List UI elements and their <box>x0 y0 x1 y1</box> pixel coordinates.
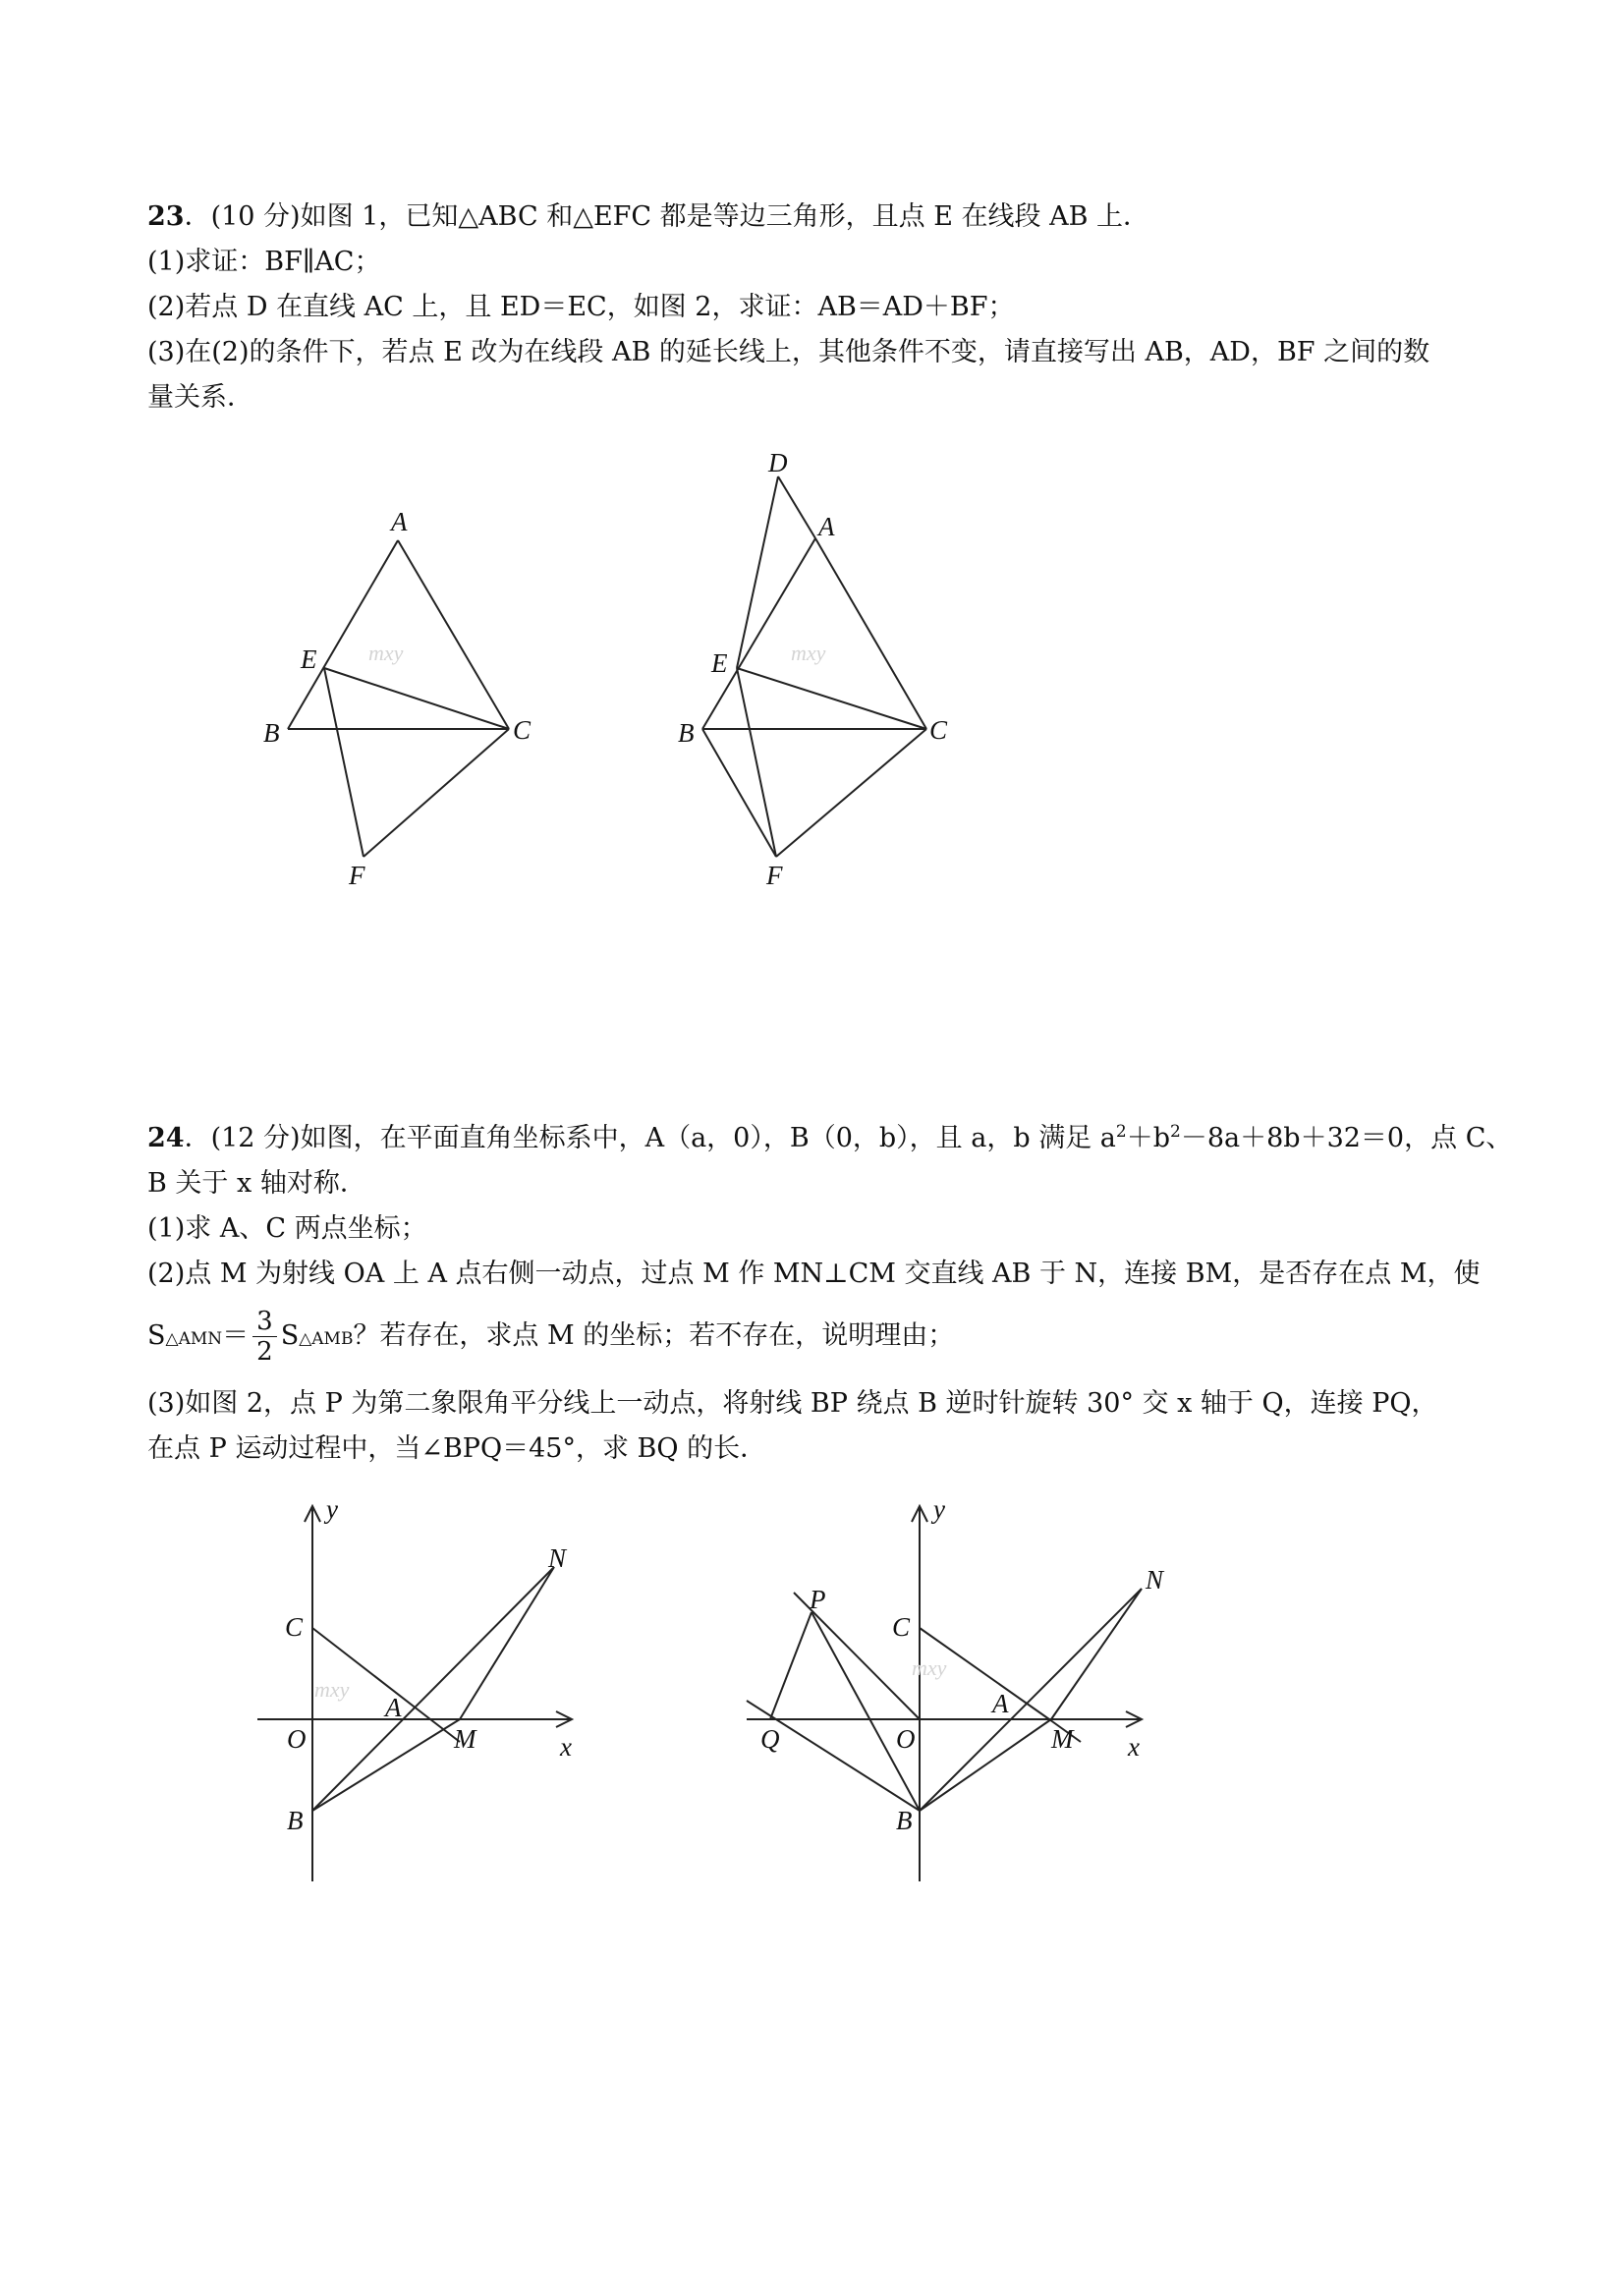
segment-EF <box>324 668 364 857</box>
label-y: y <box>933 1494 945 1524</box>
segment-BM <box>312 1719 460 1811</box>
segment-DE <box>737 476 778 668</box>
watermark: mxy <box>314 1677 350 1702</box>
watermark: mxy <box>791 641 826 665</box>
segment-AB <box>288 540 398 729</box>
fraction-denominator: 2 <box>256 1337 273 1367</box>
label-x: x <box>1128 1732 1140 1762</box>
q24-intro-b: ＋b <box>1126 1123 1171 1153</box>
fraction-numerator: 3 <box>252 1307 277 1337</box>
segment-EC <box>324 668 509 729</box>
label-A: A <box>391 507 408 536</box>
q24-part2-line2 <box>147 1305 1503 1371</box>
label-B: B <box>678 718 695 748</box>
q24-part3-line2: 在点 P 运动过程中，当∠BPQ＝45°，求 BQ 的长． <box>147 1433 767 1464</box>
q24-intro <box>147 1120 1513 1157</box>
segment-PB <box>812 1612 920 1811</box>
segment-MN <box>1051 1589 1142 1719</box>
q23-part2: (2)若点 D 在直线 AC 上，且 ED＝EC，如图 2，求证：AB＝AD＋BF； <box>147 292 1015 322</box>
label-C: C <box>892 1612 911 1642</box>
label-C: C <box>285 1612 304 1642</box>
label-D: D <box>768 448 788 477</box>
segment-QP <box>770 1612 812 1719</box>
label-M: M <box>454 1724 476 1754</box>
q24-figure-2 <box>727 1494 1179 1891</box>
segment-EF <box>737 668 776 857</box>
segment-BM <box>920 1719 1051 1811</box>
q23-intro <box>147 198 1503 236</box>
q23-intro-text: ．(10 分)如图 1，已知△ABC 和△EFC 都是等边三角形，且点 E 在线段 AB 上． <box>184 201 1150 232</box>
q24-part2-tail: ？若存在，求点 M 的坐标；若不存在，说明理由； <box>353 1320 955 1351</box>
segment-QB <box>747 1701 920 1811</box>
area-subscript-right: △AMB <box>299 1329 354 1349</box>
label-O: O <box>896 1724 916 1754</box>
q23-part1: (1)求证：BF∥AC； <box>147 247 381 277</box>
label-O: O <box>287 1724 307 1754</box>
label-A: A <box>992 1689 1009 1718</box>
q24-intro-line2: B 关于 x 轴对称． <box>147 1168 366 1199</box>
segment-DA <box>778 476 815 538</box>
segment-FC <box>776 729 926 857</box>
segment-BF <box>702 729 776 857</box>
watermark: mxy <box>912 1655 947 1680</box>
q24-part1: (1)求 A、C 两点坐标； <box>147 1213 427 1244</box>
q24-figure-1 <box>236 1494 609 1891</box>
segment-MN <box>460 1567 554 1719</box>
q24-intro-c: －8a＋8b＋32＝0，点 C、 <box>1180 1123 1513 1153</box>
segment-EC <box>737 668 926 729</box>
q23-figure-1 <box>246 507 560 904</box>
q23-part3-line2: 量关系． <box>147 382 253 413</box>
q23-part3-line1: (3)在(2)的条件下，若点 E 改为在线段 AB 的延长线上，其他条件不变，请直接写出 AB，AD，BF 之间的数 <box>147 337 1430 367</box>
label-F: F <box>766 861 783 890</box>
area-subscript-left: △AMN <box>165 1329 223 1349</box>
label-B: B <box>287 1806 304 1835</box>
label-E: E <box>711 648 728 678</box>
segment-AC <box>398 540 509 729</box>
label-B: B <box>896 1806 913 1835</box>
watermark: mxy <box>368 641 404 665</box>
q23-number: 23 <box>147 201 185 232</box>
q24-part2-line1: (2)点 M 为射线 OA 上 A 点右侧一动点，过点 M 作 MN⊥CM 交直线 AB 于 N，连接 BM，是否存在点 M，使 <box>147 1259 1481 1289</box>
area-symbol-right: S <box>280 1320 300 1351</box>
label-N: N <box>1146 1565 1164 1595</box>
segment-BN <box>920 1589 1142 1811</box>
q24-intro-a: ．(12 分)如图，在平面直角坐标系中，A（a，0），B（0，b），且 a，b 满足 a <box>184 1123 1116 1153</box>
q24-square-2: 2 <box>1170 1122 1181 1142</box>
label-A: A <box>818 512 835 541</box>
q24-number: 24 <box>147 1123 185 1153</box>
label-y: y <box>326 1494 338 1524</box>
label-C: C <box>513 715 532 745</box>
label-A: A <box>385 1693 402 1722</box>
label-F: F <box>349 861 365 890</box>
q23-figure-2 <box>658 442 973 904</box>
area-symbol-left: S <box>147 1320 166 1351</box>
segment-FC <box>364 729 509 857</box>
label-B: B <box>263 718 280 748</box>
equals-sign: ＝ <box>222 1320 250 1351</box>
label-P: P <box>810 1585 826 1614</box>
label-C: C <box>929 715 948 745</box>
q24-square-1: 2 <box>1115 1122 1127 1142</box>
segment-CA <box>312 1628 430 1719</box>
label-Q: Q <box>760 1724 780 1754</box>
q24-part3-line1: (3)如图 2，点 P 为第二象限角平分线上一动点，将射线 BP 绕点 B 逆时针旋转 30° 交 x 轴于 Q，连接 PQ， <box>147 1388 1438 1419</box>
segment-AC <box>815 538 926 729</box>
label-N: N <box>548 1543 567 1573</box>
fraction <box>252 1307 277 1367</box>
label-x: x <box>560 1732 572 1762</box>
label-E: E <box>301 644 317 674</box>
label-M: M <box>1051 1724 1074 1754</box>
